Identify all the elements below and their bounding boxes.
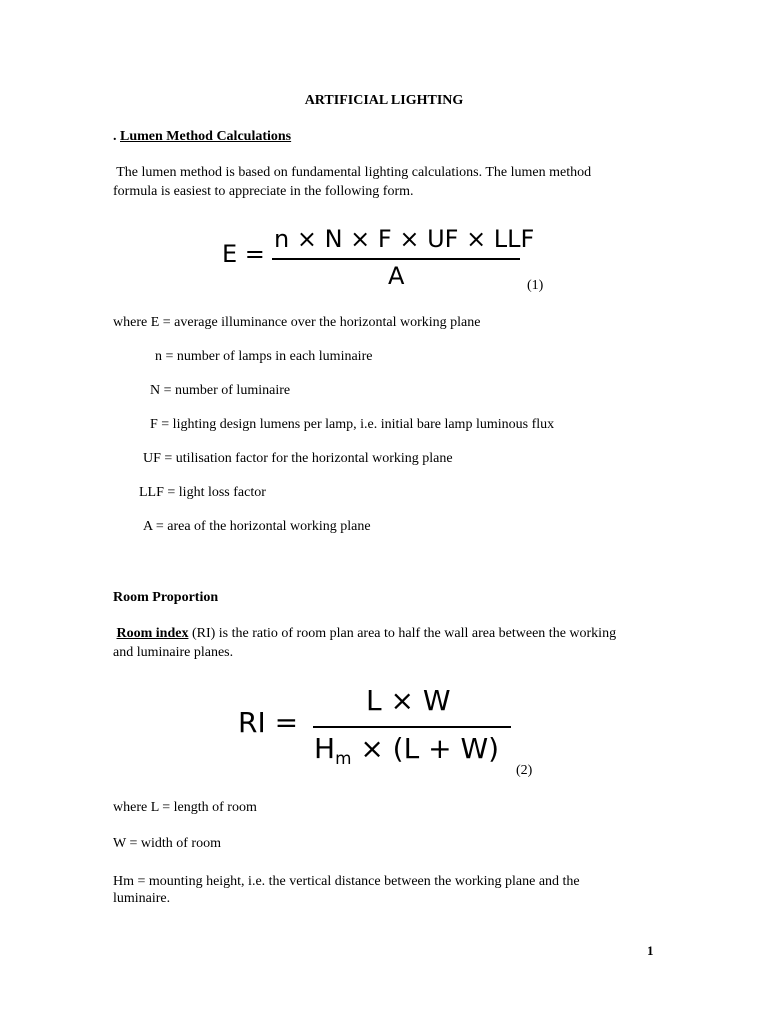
formula-lumen: [222, 222, 535, 292]
intro-line-2: formula is easiest to appreciate in the following form.: [113, 184, 414, 199]
room-index-def-line-2: and luminaire planes.: [113, 645, 234, 660]
room-index-def-line-1: (RI) is the ratio of room plan area to half the wall area between the working: [188, 626, 617, 641]
formula-room-index: [238, 682, 528, 778]
definition-N: N = number of luminaire: [150, 383, 291, 398]
formula-lumen-numerator: n × N × F × UF × LLF: [274, 225, 535, 253]
formula-ri-lhs: RI =: [238, 706, 299, 739]
definition-Hm-line-2: luminaire.: [113, 891, 171, 906]
definition-L: where L = length of room: [113, 800, 257, 815]
formula-ri-den-sub: m: [335, 747, 352, 768]
section-heading-lumen: [113, 128, 291, 146]
formula-ri-fraction-bar: [313, 726, 511, 728]
formula-lumen-fraction-bar: [272, 258, 520, 260]
room-index-paragraph: [113, 624, 673, 662]
definition-Hm: [113, 872, 673, 908]
intro-paragraph: [113, 163, 673, 201]
room-index-term: Room index: [116, 626, 189, 641]
definition-A: A = area of the horizontal working plane: [143, 519, 371, 534]
formula-ri-den-H: H: [314, 732, 336, 765]
definition-W: W = width of room: [113, 836, 221, 851]
equation-number-1: (1): [527, 278, 544, 293]
page-title: ARTIFICIAL LIGHTING: [304, 93, 464, 108]
intro-line-1: The lumen method is based on fundamental lighting calculations. The lumen method: [113, 165, 592, 180]
formula-ri-den-rest: × (L + W): [351, 732, 500, 765]
formula-ri-denominator: [314, 732, 499, 768]
definition-n: n = number of lamps in each luminaire: [155, 349, 373, 364]
definition-LLF: LLF = light loss factor: [139, 485, 266, 500]
heading-prefix: .: [113, 129, 120, 144]
heading-text: Lumen Method Calculations: [120, 129, 292, 144]
definition-UF: UF = utilisation factor for the horizontal working plane: [143, 451, 453, 466]
definition-F: F = lighting design lumens per lamp, i.e. initial bare lamp luminous flux: [150, 417, 555, 432]
formula-lumen-denominator: A: [388, 262, 405, 290]
formula-ri-numerator: L × W: [366, 684, 451, 717]
equation-number-2: (2): [516, 763, 533, 778]
section-heading-room-proportion: Room Proportion: [113, 590, 219, 605]
formula-lumen-lhs: E =: [222, 240, 265, 268]
definition-Hm-line-1: Hm = mounting height, i.e. the vertical distance between the working plane and the: [113, 874, 580, 889]
page-number: 1: [647, 943, 654, 958]
definition-E: where E = average illuminance over the horizontal working plane: [113, 315, 481, 330]
